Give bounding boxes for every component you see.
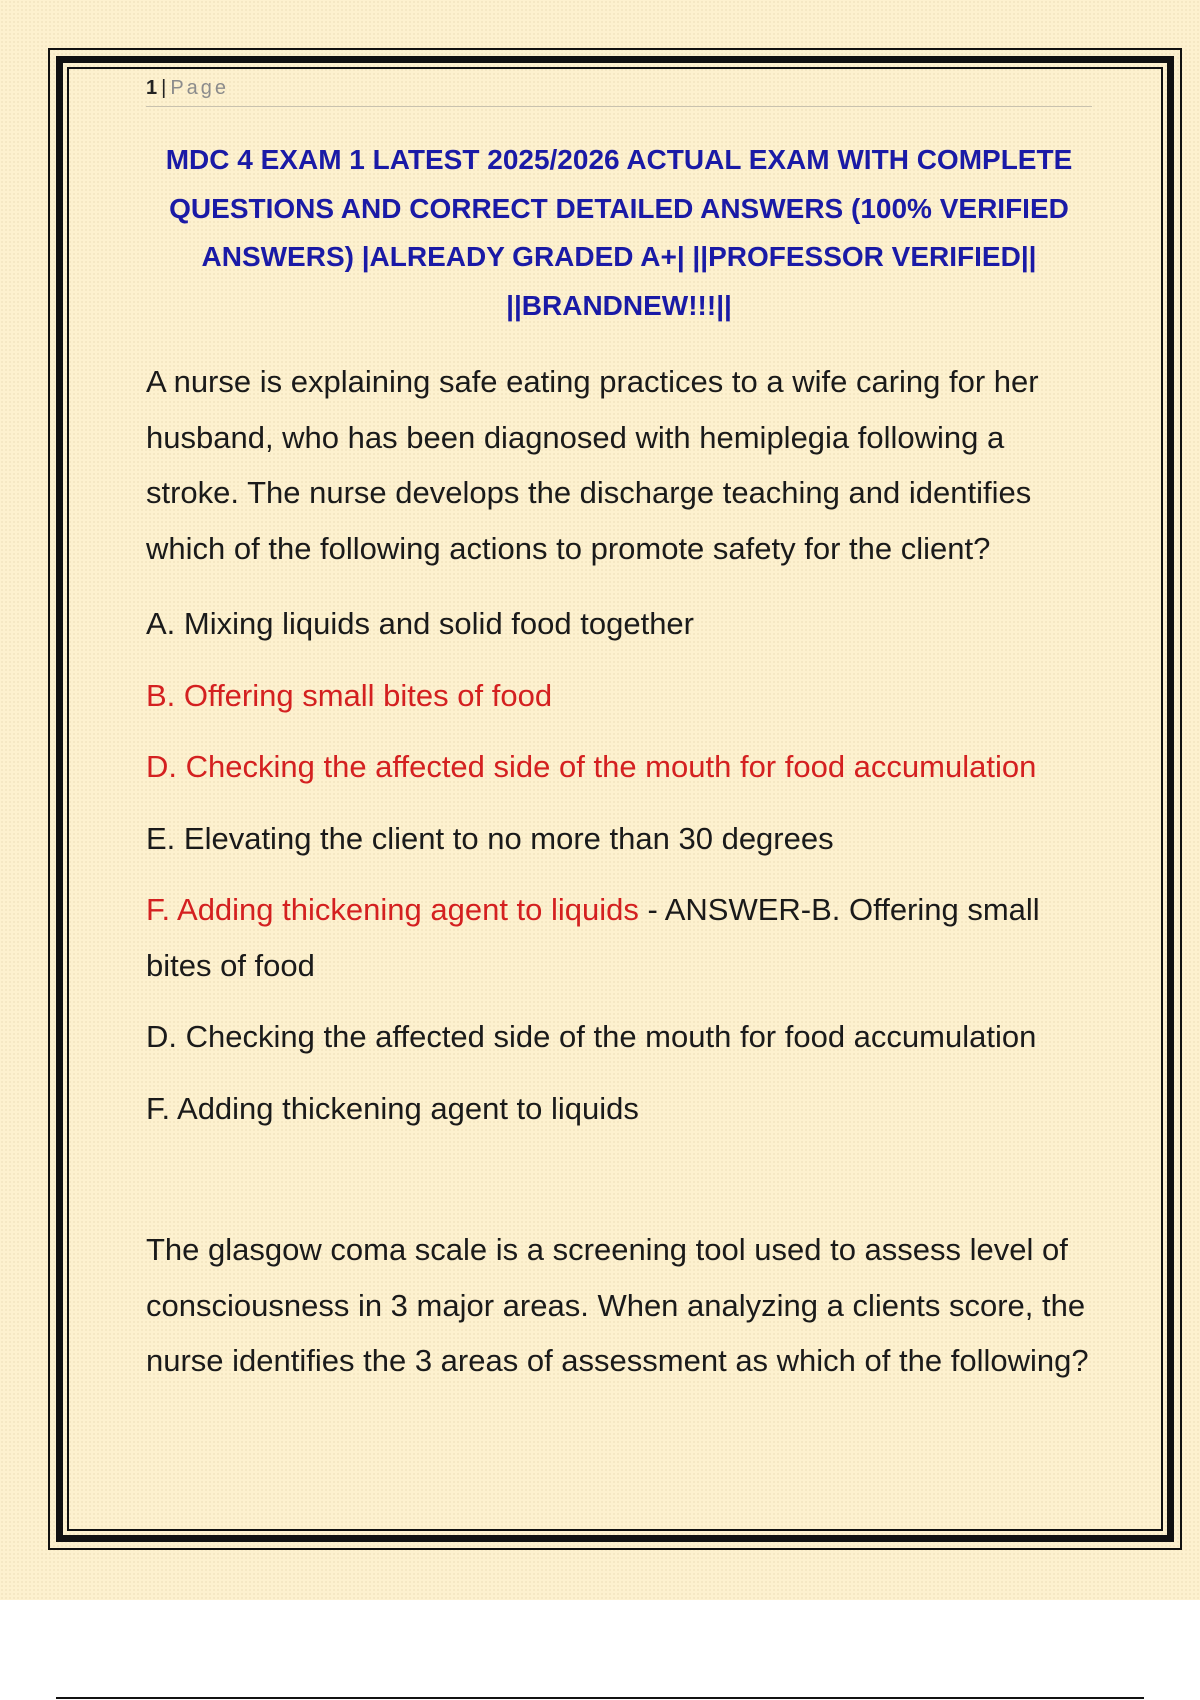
question-1-answer-f: F. Adding thickening agent to liquids: [146, 1090, 639, 1126]
section-spacer: [146, 1152, 1092, 1222]
page-label: Page: [170, 77, 230, 99]
page-header-separator: |: [161, 77, 167, 99]
question-1-option-f-label: F. Adding thickening agent to liquids: [146, 892, 639, 927]
question-1-option-b: B. Offering small bites of food: [146, 677, 553, 713]
question-1-option-d: D. Checking the affected side of the mouth for food accumulation: [146, 749, 1037, 784]
page-number: 1: [146, 77, 158, 99]
document-content: [146, 136, 1092, 1409]
question-1-option-a: A. Mixing liquids and solid food together: [146, 606, 694, 641]
question-1-option-f: [146, 882, 1092, 993]
document-title: MDC 4 EXAM 1 LATEST 2025/2026 ACTUAL EXAM WITH COMPLETE QUESTIONS AND CORRECT DETAILED ANSWERS (100% VERIFIED ANSWERS) |ALREADY GRADED A+| ||PROFESSOR VERIFIED|| ||BRANDNEW!!!||: [165, 144, 1073, 321]
page-header: [146, 74, 1092, 107]
question-1-text: A nurse is explaining safe eating practices to a wife caring for her husband, who has been diagnosed with hemiplegia following a stroke. The nurse develops the discharge teaching and identifies which of the following actions to promote safety for the client?: [146, 364, 1039, 566]
question-1-answer-prefix: - ANSWER-B. Offering small bites of food: [146, 892, 1040, 983]
bottom-divider: [56, 1697, 1144, 1699]
question-1-answer-d: D. Checking the affected side of the mouth for food accumulation: [146, 1019, 1037, 1054]
question-1-option-e: E. Elevating the client to no more than 30 degrees: [146, 820, 834, 856]
question-2-text: The glasgow coma scale is a screening tool used to assess level of consciousness in 3 major areas. When analyzing a clients score, the nurse identifies the 3 areas of assessment as which of the following?: [146, 1232, 1089, 1378]
